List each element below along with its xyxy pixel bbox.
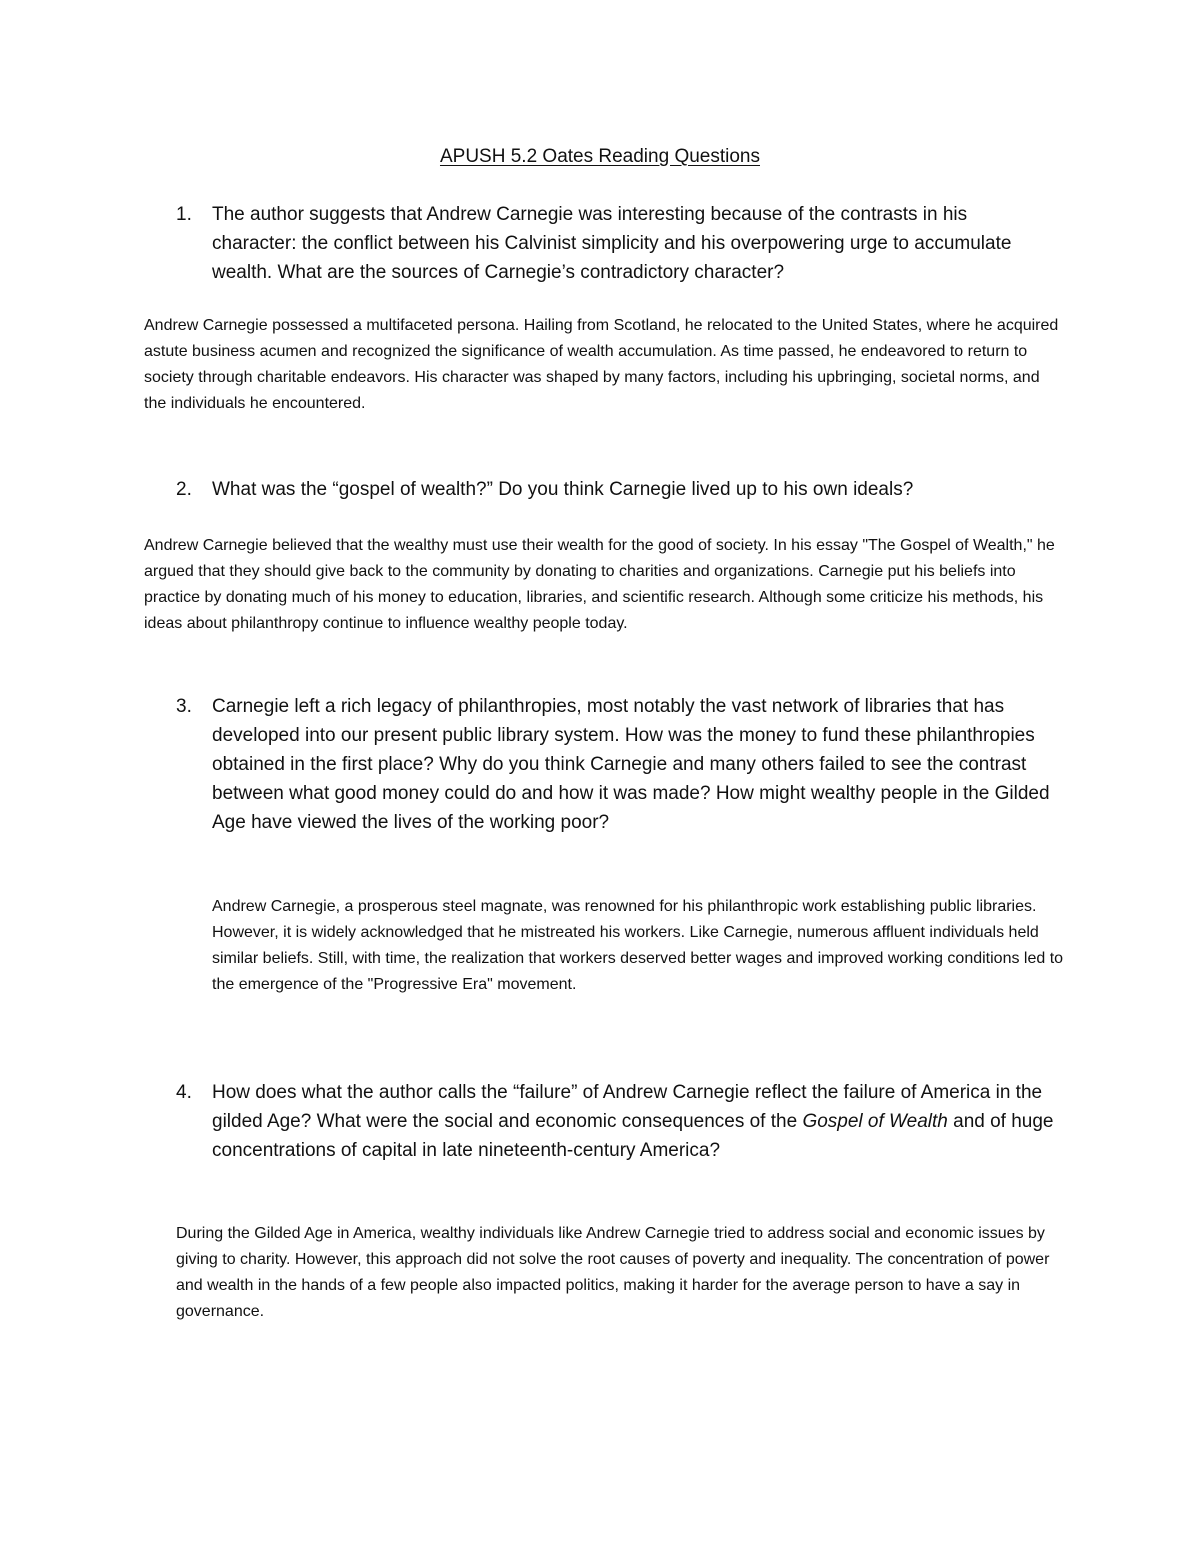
book-title-italic: Gospel of Wealth	[802, 1111, 948, 1132]
question-3	[176, 692, 1056, 837]
question-4	[176, 1078, 1056, 1165]
answer-3: Andrew Carnegie, a prosperous steel magnate, was renowned for his philanthropic work establishing public libraries. However, it is widely acknowledged that he mistreated his workers. Like Carnegie, numerous affluent individuals held similar beliefs. Still, with time, the realization that workers deserved better wages and improved working conditions led to the emergence of the "Progressive Era" movement.	[212, 898, 1064, 993]
question-text	[212, 1078, 1056, 1165]
question-text: Carnegie left a rich legacy of philanthropies, most notably the vast network of libraries that has developed into our present public library system. How was the money to fund these philanthropies obtained in the first place? Why do you think Carnegie and many others failed to see the contrast between what good money could do and how it was made? How might wealthy people in the Gilded Age have viewed the lives of the working poor?	[212, 696, 1050, 833]
question-text: What was the “gospel of wealth?” Do you think Carnegie lived up to his own ideals?	[212, 479, 914, 500]
question-1	[176, 200, 1056, 287]
question-number: 2.	[176, 479, 192, 500]
question-text-part: How does what the author calls the “failure” of Andrew Carnegie reflect the failure of America in the gilded Age? What were the social and economic consequences of the	[212, 1082, 1043, 1132]
question-2	[176, 475, 1056, 504]
document-title: APUSH 5.2 Oates Reading Questions	[439, 146, 760, 167]
question-text-part: and of huge concentrations of capital in late nineteenth-century America?	[212, 1111, 1054, 1161]
answer-4: During the Gilded Age in America, wealthy individuals like Andrew Carnegie tried to address social and economic issues by giving to charity. However, this approach did not solve the root causes of poverty and inequality. The concentration of power and wealth in the hands of a few people also impacted politics, making it harder for the average person to have a say in governance.	[176, 1225, 1050, 1320]
question-number: 1.	[176, 204, 192, 225]
answer-2: Andrew Carnegie believed that the wealthy must use their wealth for the good of society. In his essay "The Gospel of Wealth," he argued that they should give back to the community by donating to charities and organizations. Carnegie put his beliefs into practice by donating much of his money to education, libraries, and scientific research. Although some criticize his methods, his ideas about philanthropy continue to influence wealthy people today.	[144, 537, 1055, 632]
answer-1: Andrew Carnegie possessed a multifaceted persona. Hailing from Scotland, he relocated to the United States, where he acquired astute business acumen and recognized the significance of wealth accumulation. As time passed, he endeavored to return to society through charitable endeavors. His character was shaped by many factors, including his upbringing, societal norms, and the individuals he encountered.	[144, 317, 1059, 412]
question-number: 3.	[176, 696, 192, 717]
question-text: The author suggests that Andrew Carnegie was interesting because of the contrasts in his character: the conflict between his Calvinist simplicity and his overpowering urge to accumulate wealth. What are the sources of Carnegie’s contradictory character?	[212, 204, 1012, 283]
question-number: 4.	[176, 1082, 192, 1103]
